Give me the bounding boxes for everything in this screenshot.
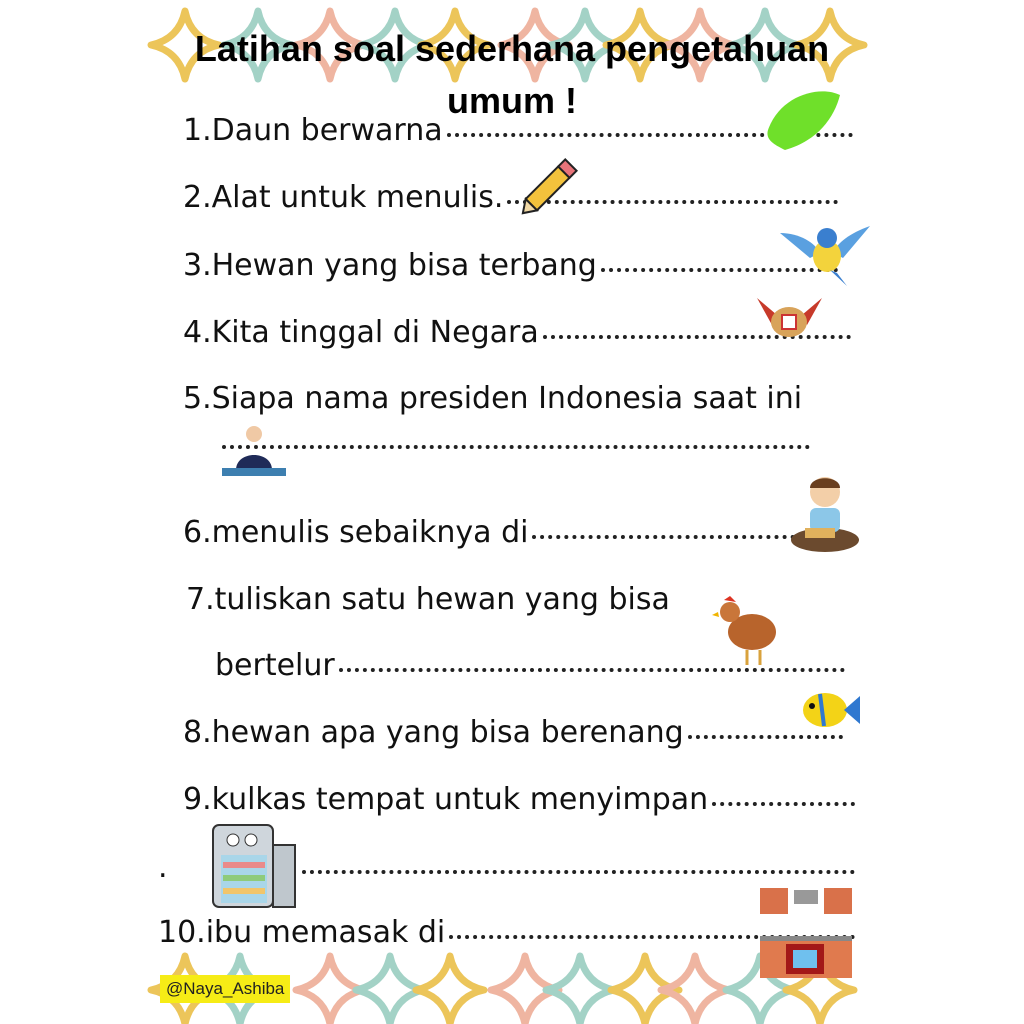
kitchen-icon [760, 888, 852, 978]
pencil-icon [512, 152, 587, 222]
question-text: Siapa nama presiden Indonesia saat ini [211, 381, 803, 416]
fish-icon [800, 688, 862, 733]
worksheet-title-line2: umum ! [447, 80, 577, 121]
question-8 [183, 715, 843, 750]
question-7 [186, 582, 670, 617]
question-text: menulis sebaiknya di [211, 515, 529, 550]
question-text: Alat untuk menulis. [211, 180, 504, 215]
question-number: 6. [183, 515, 212, 550]
question-text: Daun berwarna [211, 113, 443, 148]
question-text: kulkas tempat untuk menyimpan [211, 782, 709, 817]
question-9 [183, 782, 855, 817]
question-text: Hewan yang bisa terbang [211, 248, 597, 283]
president-speaking-icon [222, 420, 287, 478]
dot: . [158, 850, 168, 885]
hen-icon [712, 590, 782, 668]
sparkle-star-icon [661, 956, 729, 1024]
question-number: 9. [183, 782, 212, 817]
answer-blank[interactable] [712, 802, 855, 806]
bird-icon [775, 218, 875, 290]
sparkle-star-icon [491, 956, 559, 1024]
sparkle-star-icon [546, 956, 614, 1024]
garuda-emblem-icon [752, 290, 827, 345]
question-number: 5. [183, 381, 212, 416]
question-number: 2. [183, 180, 212, 215]
question-text: tuliskan satu hewan yang bisa [214, 582, 670, 617]
sparkle-star-icon [611, 956, 679, 1024]
question-5 [183, 381, 802, 416]
refrigerator-icon [203, 820, 298, 912]
answer-blank[interactable] [688, 735, 843, 739]
answer-blank[interactable] [222, 445, 810, 449]
question-number: 4. [183, 315, 212, 350]
question-10 [158, 915, 855, 950]
question-3 [183, 248, 838, 283]
question-5-answer [218, 448, 810, 452]
sparkle-star-icon [416, 956, 484, 1024]
green-paint-swatch-icon [760, 85, 845, 155]
question-6 [183, 515, 795, 550]
question-1 [183, 113, 853, 148]
question-text: bertelur [215, 648, 335, 683]
question-number: 1. [183, 113, 212, 148]
answer-blank[interactable] [339, 668, 845, 672]
worksheet-title-line1: Latihan soal sederhana pengetahuan [194, 28, 830, 69]
question-4 [183, 315, 851, 350]
question-text: hewan apa yang bisa berenang [211, 715, 684, 750]
question-number: 3. [183, 248, 212, 283]
sparkle-star-icon [296, 956, 364, 1024]
answer-blank[interactable] [532, 535, 795, 539]
question-number: 7. [186, 582, 215, 617]
question-number: 8. [183, 715, 212, 750]
answer-blank[interactable] [302, 870, 855, 874]
child-writing-icon [790, 470, 860, 555]
sparkle-star-icon [356, 956, 424, 1024]
question-2 [183, 180, 838, 215]
question-number: 10. [158, 915, 206, 950]
author-handle: @Naya_Ashiba [160, 975, 290, 1003]
question-text: Kita tinggal di Negara [211, 315, 539, 350]
question-text: ibu memasak di [205, 915, 446, 950]
